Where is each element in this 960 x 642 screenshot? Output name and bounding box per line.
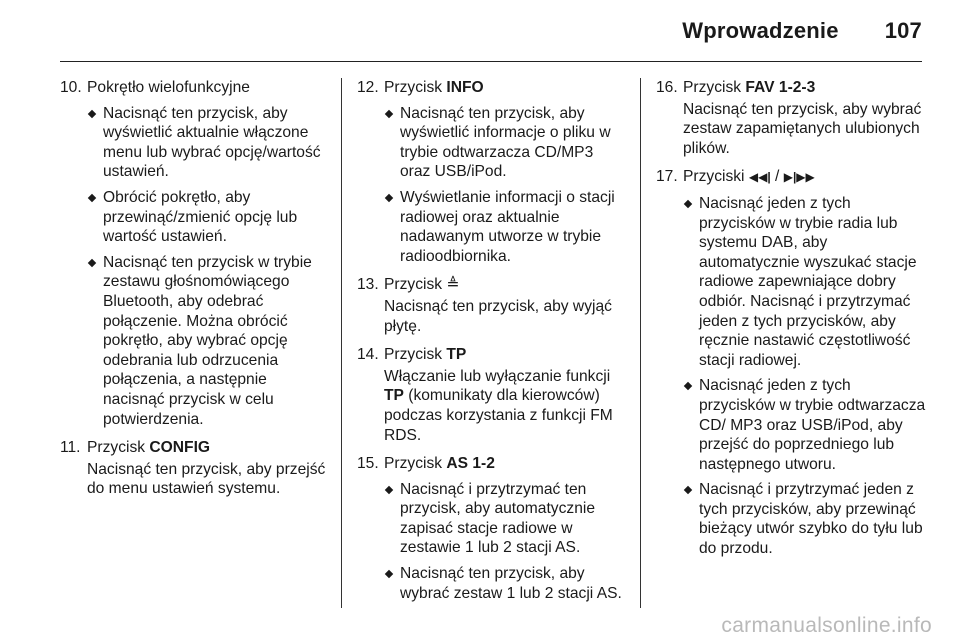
list-item-17 [656, 167, 926, 558]
item-description: Nacisnąć ten przycisk, aby wyjąć płytę. [384, 297, 612, 335]
item-heading: Pokrętło wielofunkcyjne [87, 79, 250, 96]
item-prefix: Przycisk [683, 79, 742, 96]
key-name: AS 1-2 [446, 455, 495, 473]
item-prefix: Przycisk [384, 276, 443, 294]
item-description [384, 367, 625, 445]
item-heading [384, 345, 625, 365]
separator: / [775, 168, 780, 186]
seek-back-icon: ◀◀| [748, 170, 771, 185]
item-heading [384, 275, 625, 295]
list-item-10 [60, 78, 328, 429]
page-title: Wprowadzenie [682, 18, 839, 43]
key-name: CONFIG [149, 439, 211, 457]
key-name: TP [384, 387, 404, 405]
item-heading [683, 78, 926, 98]
item-number: 17. [656, 168, 678, 186]
item-description: Nacisnąć ten przycisk, aby wybrać zestaw zapamiętanych ulubionych plików. [683, 100, 922, 157]
list-item-15 [357, 454, 625, 603]
page-number: 107 [884, 18, 922, 43]
watermark-text: carmanualsonline.info [721, 614, 932, 637]
seek-forward-icon: ▶|▶▶ [783, 170, 815, 185]
item-heading [384, 78, 625, 98]
column-1 [60, 78, 328, 508]
column-divider-2 [640, 78, 641, 608]
item-heading [384, 454, 625, 474]
column-2 [357, 78, 625, 612]
item-prefix: Przycisk [384, 455, 443, 473]
item-number: 15. [357, 455, 379, 473]
bullet-item: Nacisnąć jeden z tych przycisków w trybie radia lub systemu DAB, aby automatycznie wyszukać stacje radiowe zapewniające dobry odbiór. Nacisnąć i przytrzymać jeden z tych przycisków, aby ręcznie nastawić częstotliwość stacji radiowej. [683, 194, 926, 370]
bullet-item: Nacisnąć ten przycisk w trybie zestawu głośnomówiącego Bluetooth, aby odebrać połączenie. Można obrócić pokrętło, aby wybrać opcję odebrania lub odrzucenia połączenia, a następnie nacisnąć przycisk w celu potwierdzenia. [87, 253, 328, 429]
bullet-item: Nacisnąć ten przycisk, aby wybrać zestaw 1 lub 2 stacji AS. [384, 564, 625, 603]
list-item-12 [357, 78, 625, 266]
item-heading [87, 438, 328, 458]
item-prefix: Przycisk [87, 439, 146, 457]
item-number: 11. [60, 439, 81, 457]
bullet-item: Wyświetlanie informacji o stacji radiowej oraz aktualnie nadawanym utworze w trybie radioodbiornika. [384, 188, 625, 266]
column-divider-1 [341, 78, 342, 608]
item-number: 10. [60, 79, 82, 96]
key-name: INFO [446, 79, 484, 96]
item-number: 16. [656, 79, 678, 96]
bullet-item: Nacisnąć ten przycisk, aby wyświetlić informacje o pliku w trybie odtwarzacza CD/MP3 oraz USB/iPod. [384, 104, 625, 182]
item-prefix: Przycisk [384, 79, 443, 96]
page-header [682, 18, 922, 44]
description-part: Włączanie lub wyłączanie funkcji [384, 367, 611, 385]
bullet-item: Nacisnąć i przytrzymać jeden z tych przycisków, aby przewinąć bieżący utwór szybko do tyłu lub do przodu. [683, 480, 926, 558]
list-item-14 [357, 345, 625, 445]
item-number: 13. [357, 276, 379, 294]
list-item-13 [357, 275, 625, 336]
item-description: Nacisnąć ten przycisk, aby przejść do menu ustawień systemu. [87, 460, 326, 498]
item-prefix: Przyciski [683, 168, 745, 186]
item-heading [683, 167, 926, 188]
item-number: 12. [357, 79, 379, 96]
list-item-11 [60, 438, 328, 499]
key-name: FAV 1-2-3 [745, 79, 816, 96]
eject-icon: ≜ [446, 276, 460, 294]
bullet-item: Nacisnąć i przytrzymać ten przycisk, aby automatycznie zapisać stacje radiowe w zestawie 1 lub 2 stacji AS. [384, 480, 625, 558]
bullet-item: Nacisnąć ten przycisk, aby wyświetlić aktualnie włączone menu lub wybrać opcję/wartość ustawień. [87, 104, 328, 182]
column-3 [656, 78, 926, 568]
bullet-item: Obrócić pokrętło, aby przewinąć/zmienić opcję lub wartość ustawień. [87, 188, 328, 247]
header-rule [60, 61, 922, 62]
bullet-item: Nacisnąć jeden z tych przycisków w trybie odtwarzacza CD/ MP3 oraz USB/iPod, aby przejść do poprzedniego lub następnego utworu. [683, 376, 926, 474]
item-prefix: Przycisk [384, 346, 443, 364]
key-name: TP [446, 346, 467, 364]
list-item-16 [656, 78, 926, 158]
description-part: (komunikaty dla kierowców) podczas korzystania z funkcji FM RDS. [384, 387, 613, 444]
item-number: 14. [357, 346, 379, 364]
